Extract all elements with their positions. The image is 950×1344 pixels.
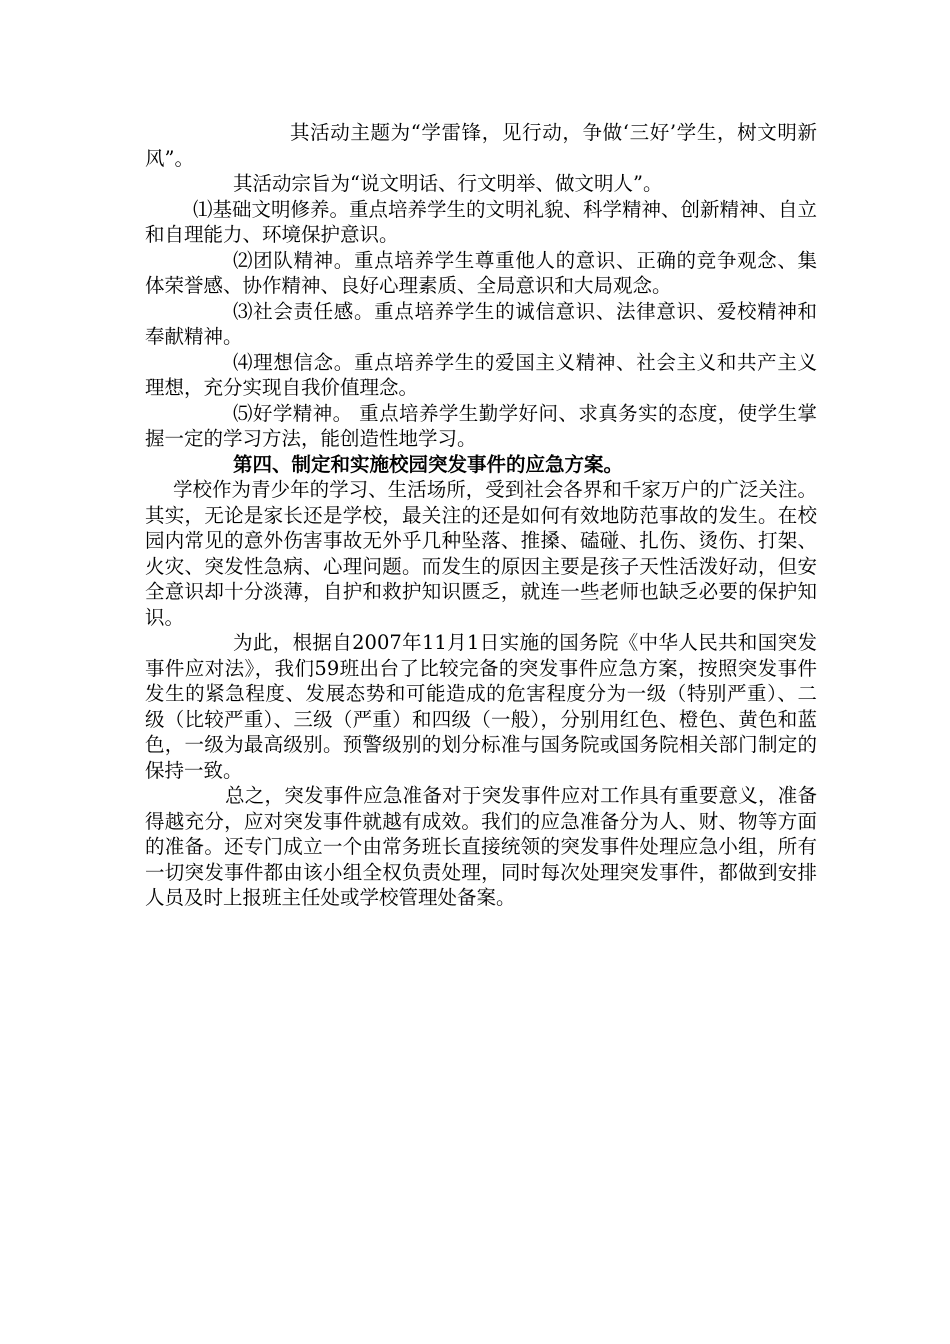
body-paragraph-summary: 总之，突发事件应急准备对于突发事件应对工作具有重要意义，准备得越充分，应对突发事件就越有成效。我们的应急准备分为人、财、物等方面的准备。还专门成立一个由常务班长直接统领的突发事件处理应急小组，所有一切突发事件都由该小组全权负责处理，同时每次处理突发事件，都做到安排人员及时上报班主任处或学校管理处备案。 bbox=[145, 784, 817, 909]
body-paragraph-plan: 为此，根据自2007年11月1日实施的国务院《中华人民共和国突发事件应对法》，我们59班出台了比较完备的突发事件应急方案，按照突发事件发生的紧急程度、发展态势和可能造成的危害程度分为一级（特别严重）、二级（比较严重）、三级（严重）和四级（一般），分别用红色、橙色、黄色和蓝色，一级为最高级别。预警级别的划分标准与国务院或国务院相关部门制定的保持一致。 bbox=[145, 631, 817, 782]
section-heading: 第四、制定和实施校园突发事件的应急方案。 bbox=[233, 452, 624, 476]
item-ideals-beliefs: ⑷理想信念。重点培养学生的爱国主义精神、社会主义和共产主义理想，充分实现自我价值理念。 bbox=[145, 350, 817, 399]
theme-paragraph: 其活动主题为“学雷锋，见行动，争做‘三好’学生，树文明新风”。 bbox=[145, 121, 817, 170]
item-social-responsibility: ⑶社会责任感。重点培养学生的诚信意识、法律意识、爱校精神和奉献精神。 bbox=[145, 299, 817, 348]
item-basic-civility: ⑴基础文明修养。重点培养学生的文明礼貌、科学精神、创新精神、自立和自理能力、环境保护意识。 bbox=[145, 197, 818, 246]
item-team-spirit: ⑵团队精神。重点培养学生尊重他人的意识、正确的竞争观念、集体荣誉感、协作精神、良好心理素质、全局意识和大局观念。 bbox=[145, 248, 817, 297]
document-page bbox=[145, 120, 817, 911]
body-paragraph-intro: 学校作为青少年的学习、生活场所，受到社会各界和千家万户的广泛关注。其实，无论是家长还是学校，最关注的还是如何有效地防范事故的发生。在校园内常见的意外伤害事故无外乎几种坠落、推搡、磕碰、扎伤、烫伤、打架、火灾、突发性急病、心理问题。而发生的原因主要是孩子天性活泼好动，但安全意识却十分淡薄，自护和救护知识匮乏，就连一些老师也缺乏必要的保护知识。 bbox=[145, 478, 817, 629]
purpose-paragraph: 其活动宗旨为“说文明话、行文明举、做文明人”。 bbox=[233, 172, 663, 195]
item-learning-spirit: ⑸好学精神。 重点培养学生勤学好问、求真务实的态度，使学生掌握一定的学习方法，能创造性地学习。 bbox=[145, 401, 817, 450]
